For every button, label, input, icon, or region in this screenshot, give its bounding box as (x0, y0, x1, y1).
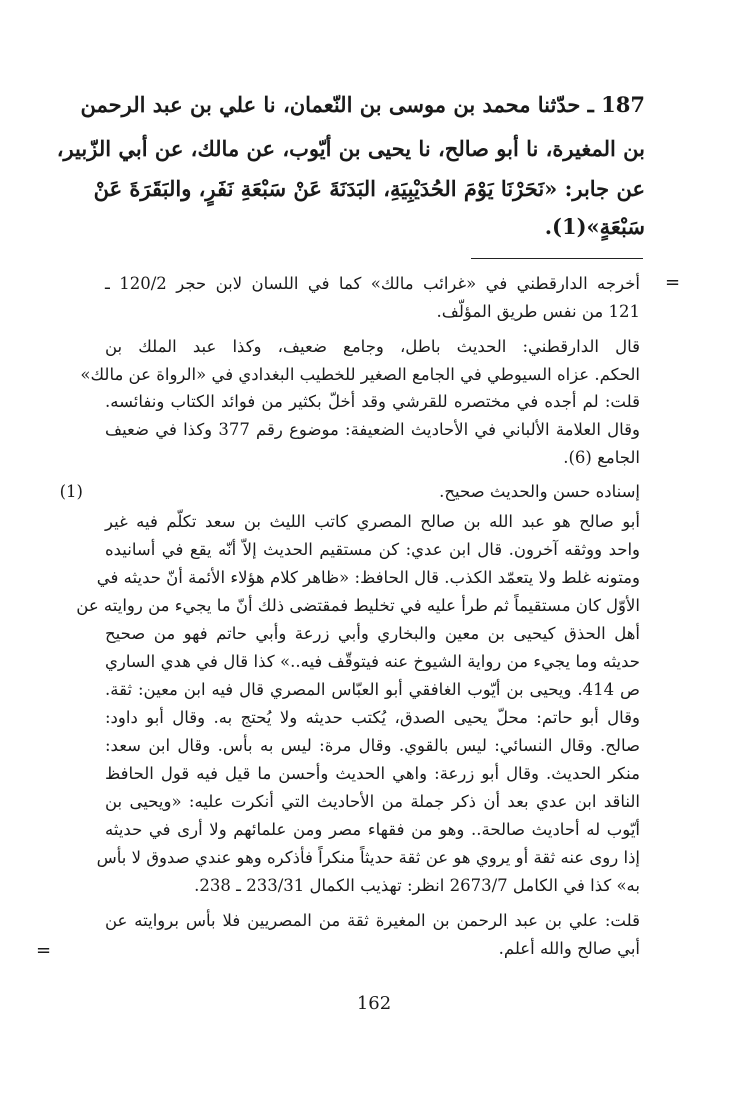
hadith-line: بن المغيرة، نا أبو صالح، نا يحيى بن أيّوب، عن مالك، عن أبي الزّبير، (56, 136, 645, 161)
footnote-marker: (1) (59, 482, 83, 501)
hadith-line: عن جابر: «نَحَرْنَا يَوْمَ الحُدَيْبِيَةِ، البَدَنَةَ عَنْ سَبْعَةِ نَفَرٍ، والبَقَرَةَ عَنْ (93, 176, 645, 201)
footnote-line: منكر الحديث. وقال أبو زرعة: واهي الحديث وأحسن ما قيل فيه قول الحافظ (105, 764, 640, 783)
footnote-line: الناقد ابن عدي بعد أن ذكر جملة من الأحاديث التي أنكرت عليه: «ويحيى بن (105, 792, 640, 811)
page-number: 162 (356, 993, 392, 1014)
footnote-line: حديثه وما يجيء من رواية الشيوخ عنه فيتوقّف فيه..» كذا قال في هدي الساري (105, 652, 640, 671)
hadith-line: سَبْعَةٍ»(1). (544, 214, 645, 239)
footnote-line: صالح. وقال النسائي: ليس بالقوي. وقال مرة: ليس به بأس. وقال ابن سعد: (105, 736, 640, 755)
footnote-line: ص 414. ويحيى بن أيّوب الغافقي أبو العبّاس المصري قال فيه ابن معين: ثقة. (105, 680, 640, 699)
footnote-line: قلت: لم أجده في مختصره للقرشي وقد أخلّ بكثير من فوائد الكتاب ونفائسه. (105, 392, 640, 411)
footnote-line: أيّوب له أحاديث صالحة.. وهو من فقهاء مصر ومن علمائهم ولا أرى في حديثه (105, 820, 640, 839)
footnote-line: إذا روى عنه ثقة أو يروي هو عن ثقة حديثاً منكراً فأذكره وهو عندي صدوق لا بأس (96, 848, 640, 867)
footnote-line: قلت: علي بن عبد الرحمن بن المغيرة ثقة من المصريين فلا بأس بروايته عن (105, 911, 640, 930)
footnote-line: ومتونه غلط ولا يتعمّد الكذب. قال الحافظ: «ظاهر كلام هؤلاء الأئمة أنّ حديثه في (96, 568, 640, 587)
footnote-line: أبي صالح والله أعلم. (498, 939, 640, 958)
footnote-line: وقال العلامة الألباني في الأحاديث الضعيفة: موضوع رقم 377 وكذا في ضعيف (105, 420, 640, 439)
footnote-line: به» كذا في الكامل 2673/7 انظر: تهذيب الكمال 233/31 ـ 238. (194, 876, 640, 895)
footnote-line: أبو صالح هو عبد الله بن صالح المصري كاتب الليث بن سعد تكلّم فيه غير (105, 512, 640, 531)
footnote-line: وقال أبو حاتم: محلّ يحيى الصدق، يُكتب حديثه ولا يُحتج به. وقال أبو داود: (105, 708, 640, 727)
footnote-line: أهل الحذق كيحيى بن معين والبخاري وأبي زرعة وأبي حاتم فهو من صحيح (105, 624, 640, 643)
footnote-line: إسناده حسن والحديث صحيح. (439, 482, 640, 501)
footnote-line: واحد ووثقه آخرون. قال ابن عدي: كن مستقيم الحديث إلاّ أنّه يقع في أسانيده (105, 540, 640, 559)
footnote-line: الحكم. عزاه السيوطي في الجامع الصغير للخطيب البغدادي في «الرواة عن مالك» (80, 365, 640, 384)
continuation-mark-bottom: = (36, 940, 52, 961)
footnote-line: الجامع (6). (563, 448, 640, 467)
footnote-line: الأوّل كان مستقيماً ثم طرأ عليه في تخليط فمقتضى ذلك أنّ ما يجيء من روايته عن (76, 596, 640, 615)
hadith-line: 187 ـ حدّثنا محمد بن موسى بن النّعمان، نا علي بن عبد الرحمن (80, 92, 645, 117)
footnote-line: قال الدارقطني: الحديث باطل، وجامع ضعيف، وكذا عبد الملك بن (105, 337, 640, 356)
footnote-line: أخرجه الدارقطني في «غرائب مالك» كما في اللسان لابن حجر 120/2 ـ (105, 274, 640, 293)
footnote-separator (471, 258, 643, 259)
continuation-mark-top: = (665, 272, 681, 293)
footnote-line: 121 من نفس طريق المؤلّف. (436, 302, 640, 321)
